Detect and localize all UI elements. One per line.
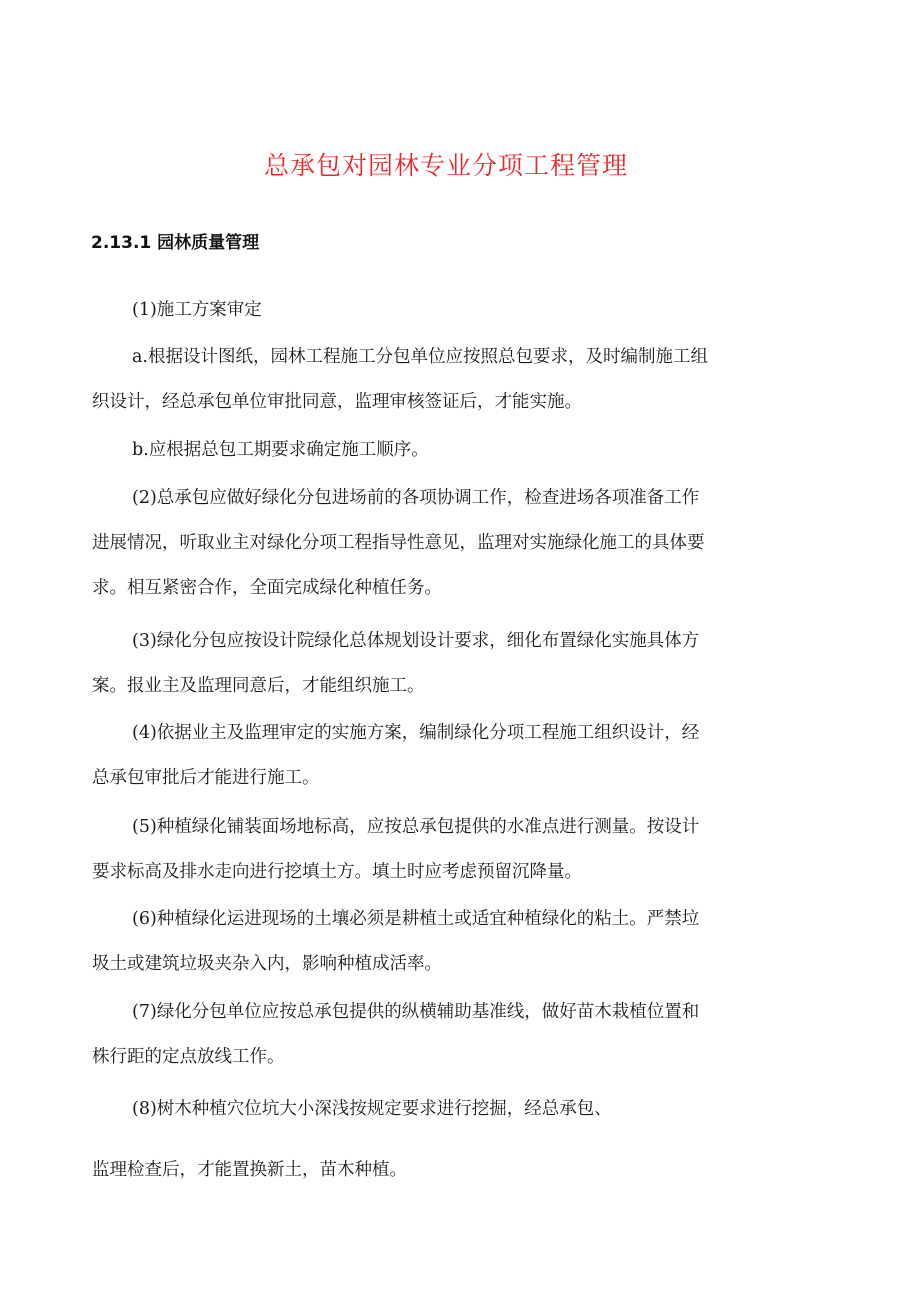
paragraph-4 <box>92 476 798 611</box>
paragraph-10 <box>92 1087 798 1132</box>
paragraph-line: (2)总承包应做好绿化分包进场前的各项协调工作，检查进场各项准备工作 <box>132 488 700 508</box>
paragraph-line: 进展情况，听取业主对绿化分项工程指导性意见，监理对实施绿化施工的具体要 <box>92 533 705 553</box>
page-title: 总承包对园林专业分项工程管理 <box>263 151 628 180</box>
paragraph-line: (8)树木种植穴位坑大小深浅按规定要求进行挖掘，经总承包、 <box>132 1099 612 1119</box>
paragraph-8 <box>92 897 798 987</box>
paragraph-line: 圾土或建筑垃圾夹杂入内，影响种植成活率。 <box>92 954 442 974</box>
paragraph-3 <box>92 428 798 473</box>
paragraph-line: (6)种植绿化运进现场的土壤必须是耕植土或适宜种植绿化的粘土。严禁垃 <box>132 909 700 929</box>
paragraph-11 <box>92 1148 798 1193</box>
paragraph-line: (1)施工方案审定 <box>132 300 262 320</box>
section-heading: 2.13.1 园林质量管理 <box>91 233 260 253</box>
paragraph-line: 求。相互紧密合作，全面完成绿化种植任务。 <box>92 578 442 598</box>
paragraph-line: (5)种植绿化铺装面场地标高，应按总承包提供的水准点进行测量。按设计 <box>132 817 700 837</box>
paragraph-7 <box>92 805 798 895</box>
paragraph-line: b.应根据总包工期要求确定施工顺序。 <box>132 440 429 460</box>
paragraph-line: 要求标高及排水走向进行挖填土方。填土时应考虑预留沉降量。 <box>92 862 582 882</box>
paragraph-line: 织设计，经总承包单位审批同意，监理审核签证后，才能实施。 <box>92 392 582 412</box>
paragraph-line: 案。报业主及监理同意后，才能组织施工。 <box>92 676 425 696</box>
paragraph-line: 株行距的定点放线工作。 <box>92 1047 285 1067</box>
paragraph-line: 总承包审批后才能进行施工。 <box>92 768 320 788</box>
paragraph-5 <box>92 619 798 709</box>
paragraph-2 <box>92 335 798 425</box>
paragraph-9 <box>92 990 798 1080</box>
paragraph-1 <box>92 288 798 333</box>
paragraph-line: 监理检查后，才能置换新土，苗木种植。 <box>92 1160 407 1180</box>
paragraph-6 <box>92 711 798 801</box>
paragraph-line: (4)依据业主及监理审定的实施方案，编制绿化分项工程施工组织设计，经 <box>132 723 700 743</box>
paragraph-line: a.根据设计图纸，园林工程施工分包单位应按照总包要求，及时编制施工组 <box>132 347 708 367</box>
paragraph-line: (3)绿化分包应按设计院绿化总体规划设计要求，细化布置绿化实施具体方 <box>132 631 700 651</box>
paragraph-line: (7)绿化分包单位应按总承包提供的纵横辅助基准线，做好苗木栽植位置和 <box>132 1002 700 1022</box>
